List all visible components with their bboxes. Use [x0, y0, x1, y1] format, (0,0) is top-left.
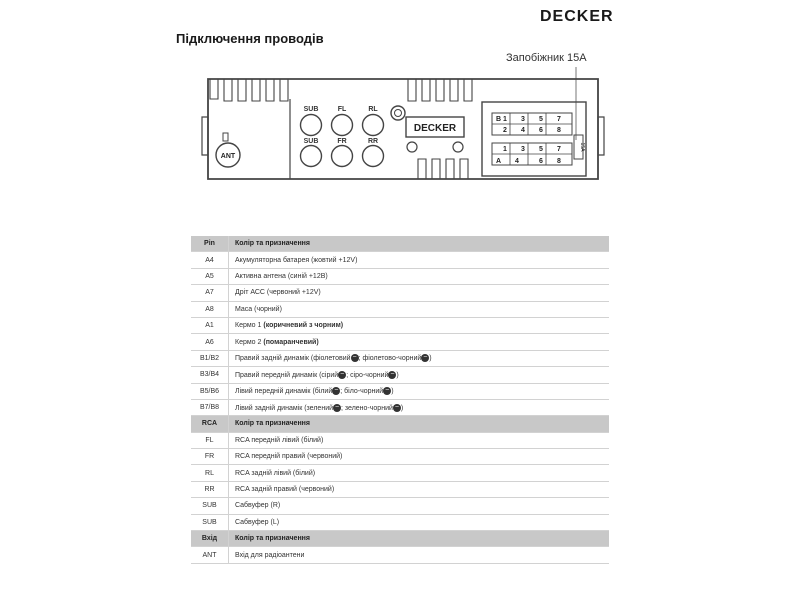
pin-a3: 3: [521, 146, 525, 153]
connector-a-letter: A: [496, 158, 502, 165]
header-cell-pin: Pin: [191, 236, 229, 252]
pin-a1: 1: [503, 146, 507, 153]
minus-icon: −: [394, 403, 399, 411]
desc-text: Дріт АСС (червоний +12V): [235, 289, 321, 297]
desc-text: Лівий задній динамік (зелений: [235, 404, 334, 412]
desc-cell: [229, 268, 610, 284]
pin-a6: 6: [539, 158, 543, 165]
rca-label-sub-2: SUB: [303, 138, 319, 145]
desc-text: Сабвуфер (L): [235, 518, 280, 526]
table-row: [191, 481, 609, 497]
desc-cell: [229, 465, 610, 481]
table-row: [191, 285, 609, 301]
minus-icon: −: [334, 387, 339, 395]
connector-b-letter: B: [496, 116, 502, 123]
pin-b2: 2: [503, 127, 507, 134]
pin-cell: A6: [191, 334, 229, 350]
pin-cell: B7/B8: [191, 399, 229, 415]
desc-cell: [229, 285, 610, 301]
closing-paren: ): [396, 371, 399, 379]
desc-cell: [229, 449, 610, 465]
logo-box-text: DECKER: [413, 123, 457, 134]
desc-mid-text: ; фіолетово-чорний: [358, 355, 422, 363]
table-row: [191, 449, 609, 465]
pin-cell: A4: [191, 252, 229, 268]
pin-cell: SUB: [191, 514, 229, 530]
pin-cell: B5/B6: [191, 383, 229, 399]
table-row: [191, 547, 609, 563]
desc-cell: [229, 547, 610, 563]
pin-b3: 3: [521, 116, 525, 123]
desc-text: Кермо 2: [235, 338, 262, 346]
pin-b5: 5: [539, 116, 543, 123]
desc-cell: [229, 498, 610, 514]
fuse-callout-label: Запобіжник 15A: [506, 52, 587, 64]
rca-label-rl: RL: [368, 106, 378, 113]
desc-mid-text: ; сіро-чорний: [346, 371, 389, 379]
screw-icon: [391, 106, 405, 120]
table-row: [191, 367, 609, 383]
pin-b8: 8: [557, 127, 561, 134]
desc-mid-text: ; біло-чорний: [340, 388, 384, 396]
desc-bold-text: (коричневий з чорним): [263, 322, 344, 330]
rca-label-sub-1: SUB: [303, 106, 319, 113]
rca-label-fr: FR: [337, 138, 347, 145]
right-tab: [598, 117, 604, 155]
header-cell-pin: Вхід: [191, 531, 229, 547]
desc-cell: [229, 383, 610, 399]
section-header-pin: [191, 236, 609, 252]
minus-icon: −: [352, 354, 357, 362]
closing-paren: ): [391, 388, 394, 396]
desc-text: Маса (чорний): [235, 305, 282, 313]
desc-text: Лівий передній динамік (білий: [235, 388, 333, 396]
wiring-table: [191, 236, 609, 564]
closing-paren: ): [400, 404, 404, 412]
table-row: [191, 498, 609, 514]
notch: [223, 133, 228, 141]
minus-icon: −: [340, 370, 345, 378]
header-cell-desc: Колір та призначення: [229, 236, 610, 252]
pin-cell: A5: [191, 268, 229, 284]
pin-a5: 5: [539, 146, 543, 153]
desc-text: RCA передній лівий (білий): [235, 436, 324, 444]
desc-text: Активна антена (синій +12В): [235, 272, 328, 280]
table-row: [191, 334, 609, 350]
pin-cell: B3/B4: [191, 367, 229, 383]
desc-text: Кермо 1: [235, 322, 262, 330]
desc-cell: [229, 334, 610, 350]
desc-cell: [229, 301, 610, 317]
section-header-rca: [191, 416, 609, 432]
desc-cell: [229, 350, 610, 366]
top-fins: [210, 79, 472, 101]
header-cell-desc: Колір та призначення: [229, 416, 610, 432]
minus-icon: −: [334, 403, 340, 411]
pin-a7: 7: [557, 146, 561, 153]
section-header-input: [191, 531, 609, 547]
table-row: [191, 399, 609, 415]
minus-icon: −: [390, 370, 395, 378]
table-row: [191, 514, 609, 530]
rca-label-fl: FL: [337, 106, 347, 113]
pin-cell: FL: [191, 432, 229, 448]
table-row: [191, 432, 609, 448]
pin-cell: FR: [191, 449, 229, 465]
desc-mid-text: ; зелено-чорний: [341, 404, 393, 412]
fuse-text: 15A: [579, 142, 585, 152]
header-cell-pin: RCA: [191, 416, 229, 432]
table-row: [191, 383, 609, 399]
pin-cell: A8: [191, 301, 229, 317]
table-row: [191, 317, 609, 333]
rca-label-rr: RR: [367, 138, 379, 145]
wiring-diagram: [180, 55, 610, 190]
desc-cell: [229, 514, 610, 530]
desc-text: Акумуляторна батарея (жовтий +12V): [235, 256, 358, 264]
table-row: [191, 252, 609, 268]
pin-b6: 6: [539, 127, 543, 134]
pin-cell: SUB: [191, 498, 229, 514]
desc-text: Правий передній динамік (сірий: [235, 371, 339, 379]
desc-text: RCA задній лівий (білий): [235, 469, 316, 477]
pin-cell: ANT: [191, 547, 229, 563]
desc-text: Сабвуфер (R): [235, 502, 281, 510]
pin-b1: 1: [503, 116, 507, 123]
page-title: Підключення проводів: [176, 31, 324, 46]
table-row: [191, 465, 609, 481]
closing-paren: ): [429, 355, 432, 363]
desc-text: RCA задній правий (червоний): [235, 486, 335, 494]
desc-cell: [229, 399, 610, 415]
desc-cell: [229, 432, 610, 448]
minus-icon: −: [385, 387, 390, 395]
pin-cell: A7: [191, 285, 229, 301]
table-row: [191, 301, 609, 317]
bottom-fins: [418, 159, 468, 179]
desc-cell: [229, 252, 610, 268]
desc-text: Правий задній динамік (фіолетовий: [235, 355, 351, 363]
desc-text: RCA передній правий (червоний): [235, 453, 343, 461]
minus-icon: −: [423, 354, 428, 362]
pin-cell: A1: [191, 317, 229, 333]
pin-cell: B1/B2: [191, 350, 229, 366]
pin-cell: RL: [191, 465, 229, 481]
pin-b4: 4: [521, 127, 525, 134]
header-cell-desc: Колір та призначення: [229, 531, 610, 547]
pin-a4: 4: [515, 158, 519, 165]
pin-b7: 7: [557, 116, 561, 123]
pin-a8: 8: [557, 158, 561, 165]
ant-socket-label: ANT: [220, 153, 236, 160]
desc-text: Вхід для радіоантени: [235, 551, 305, 559]
table-row: [191, 268, 609, 284]
pin-cell: RR: [191, 481, 229, 497]
brand-logo: DECKER: [540, 8, 614, 25]
desc-cell: [229, 481, 610, 497]
desc-cell: [229, 317, 610, 333]
desc-bold-text: (помаранчевий): [263, 338, 319, 346]
table-row: [191, 350, 609, 366]
desc-cell: [229, 367, 610, 383]
